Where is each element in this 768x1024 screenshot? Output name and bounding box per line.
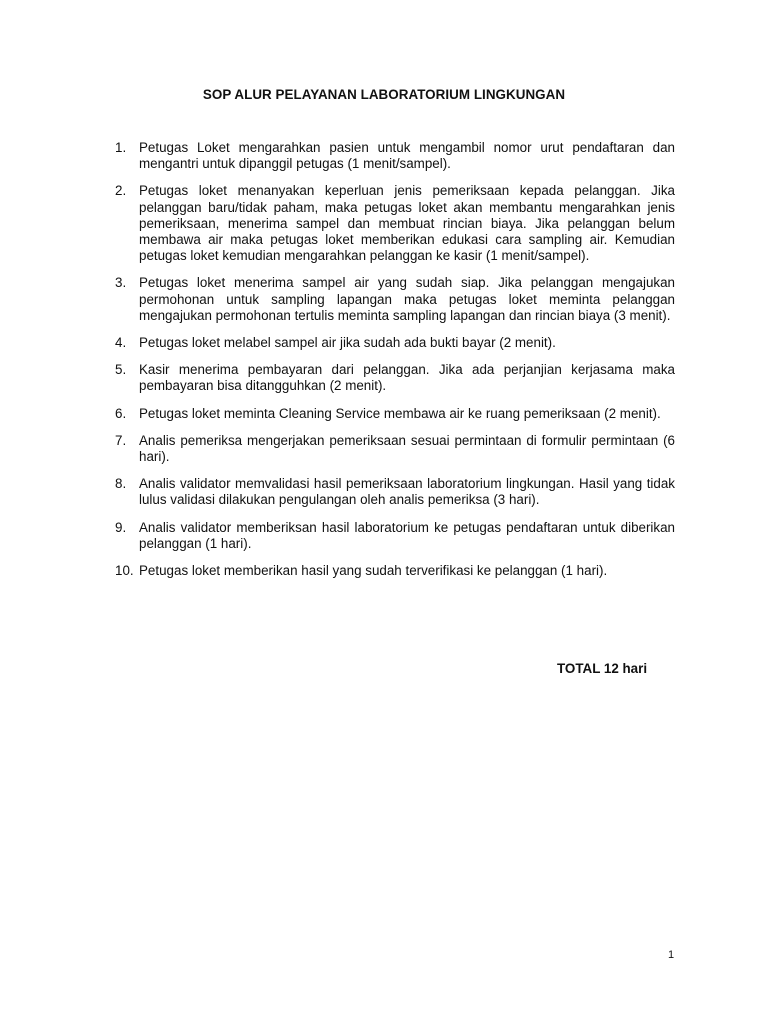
step-text: Petugas Loket mengarahkan pasien untuk mengambil nomor urut pendaftaran dan mengantri untuk dipanggil petugas (1 menit/sampel). bbox=[139, 140, 675, 172]
sop-step-9 bbox=[115, 520, 675, 552]
sop-step-8 bbox=[115, 476, 675, 508]
sop-step-2 bbox=[115, 183, 675, 264]
sop-step-list bbox=[115, 140, 675, 590]
step-text: Analis validator memberiksan hasil laboratorium ke petugas pendaftaran untuk diberikan pelanggan (1 hari). bbox=[139, 519, 675, 551]
step-text: Petugas loket meminta Cleaning Service membawa air ke ruang pemeriksaan (2 menit). bbox=[139, 405, 661, 421]
step-number: 9. bbox=[115, 519, 127, 535]
sop-step-6 bbox=[115, 406, 675, 422]
step-number: 10. bbox=[115, 563, 134, 579]
document-title: SOP ALUR PELAYANAN LABORATORIUM LINGKUNGAN bbox=[202, 87, 566, 102]
sop-step-10 bbox=[115, 563, 675, 579]
total-duration: TOTAL 12 hari bbox=[557, 661, 648, 676]
step-text: Petugas loket menerima sampel air yang sudah siap. Jika pelanggan mengajukan permohonan untuk sampling lapangan maka petugas loket meminta pelanggan mengajukan permohonan tertulis meminta sampling lapangan dan rincian biaya (3 menit). bbox=[139, 275, 675, 323]
step-number: 6. bbox=[115, 405, 127, 421]
sop-step-4 bbox=[115, 335, 675, 351]
step-text: Petugas loket melabel sampel air jika sudah ada bukti bayar (2 menit). bbox=[139, 335, 556, 351]
step-number: 3. bbox=[115, 275, 127, 291]
page-number: 1 bbox=[668, 949, 675, 961]
step-number: 2. bbox=[115, 183, 127, 199]
step-number: 8. bbox=[115, 476, 127, 492]
sop-step-1 bbox=[115, 140, 675, 172]
sop-step-5 bbox=[115, 362, 675, 394]
step-number: 4. bbox=[115, 335, 127, 351]
step-text: Kasir menerima pembayaran dari pelanggan. Jika ada perjanjian kerjasama maka pembayaran bisa ditangguhkan (2 menit). bbox=[139, 362, 675, 394]
step-text: Analis validator memvalidasi hasil pemeriksaan laboratorium lingkungan. Hasil yang tidak lulus validasi dilakukan pengulangan oleh analis pemeriksa (3 hari). bbox=[139, 476, 675, 508]
step-number: 7. bbox=[115, 432, 127, 448]
step-text: Petugas loket menanyakan keperluan jenis pemeriksaan kepada pelanggan. Jika pelanggan baru/tidak paham, maka petugas loket akan membantu mengarahkan jenis pemeriksaan, menerima sampel dan membuat rincian biaya. Jika pelanggan belum membawa air maka petugas loket memberikan edukasi cara sampling air. Kemudian petugas loket kemudian mengarahkan pelanggan ke kasir (1 menit/sampel). bbox=[139, 183, 675, 264]
step-text: Petugas loket memberikan hasil yang sudah terverifikasi ke pelanggan (1 hari). bbox=[139, 563, 608, 579]
sop-step-7 bbox=[115, 433, 675, 465]
step-text: Analis pemeriksa mengerjakan pemeriksaan sesuai permintaan di formulir permintaan (6 hari). bbox=[139, 432, 675, 465]
step-number: 5. bbox=[115, 362, 127, 378]
step-number: 1. bbox=[115, 140, 127, 155]
sop-step-3 bbox=[115, 275, 675, 324]
